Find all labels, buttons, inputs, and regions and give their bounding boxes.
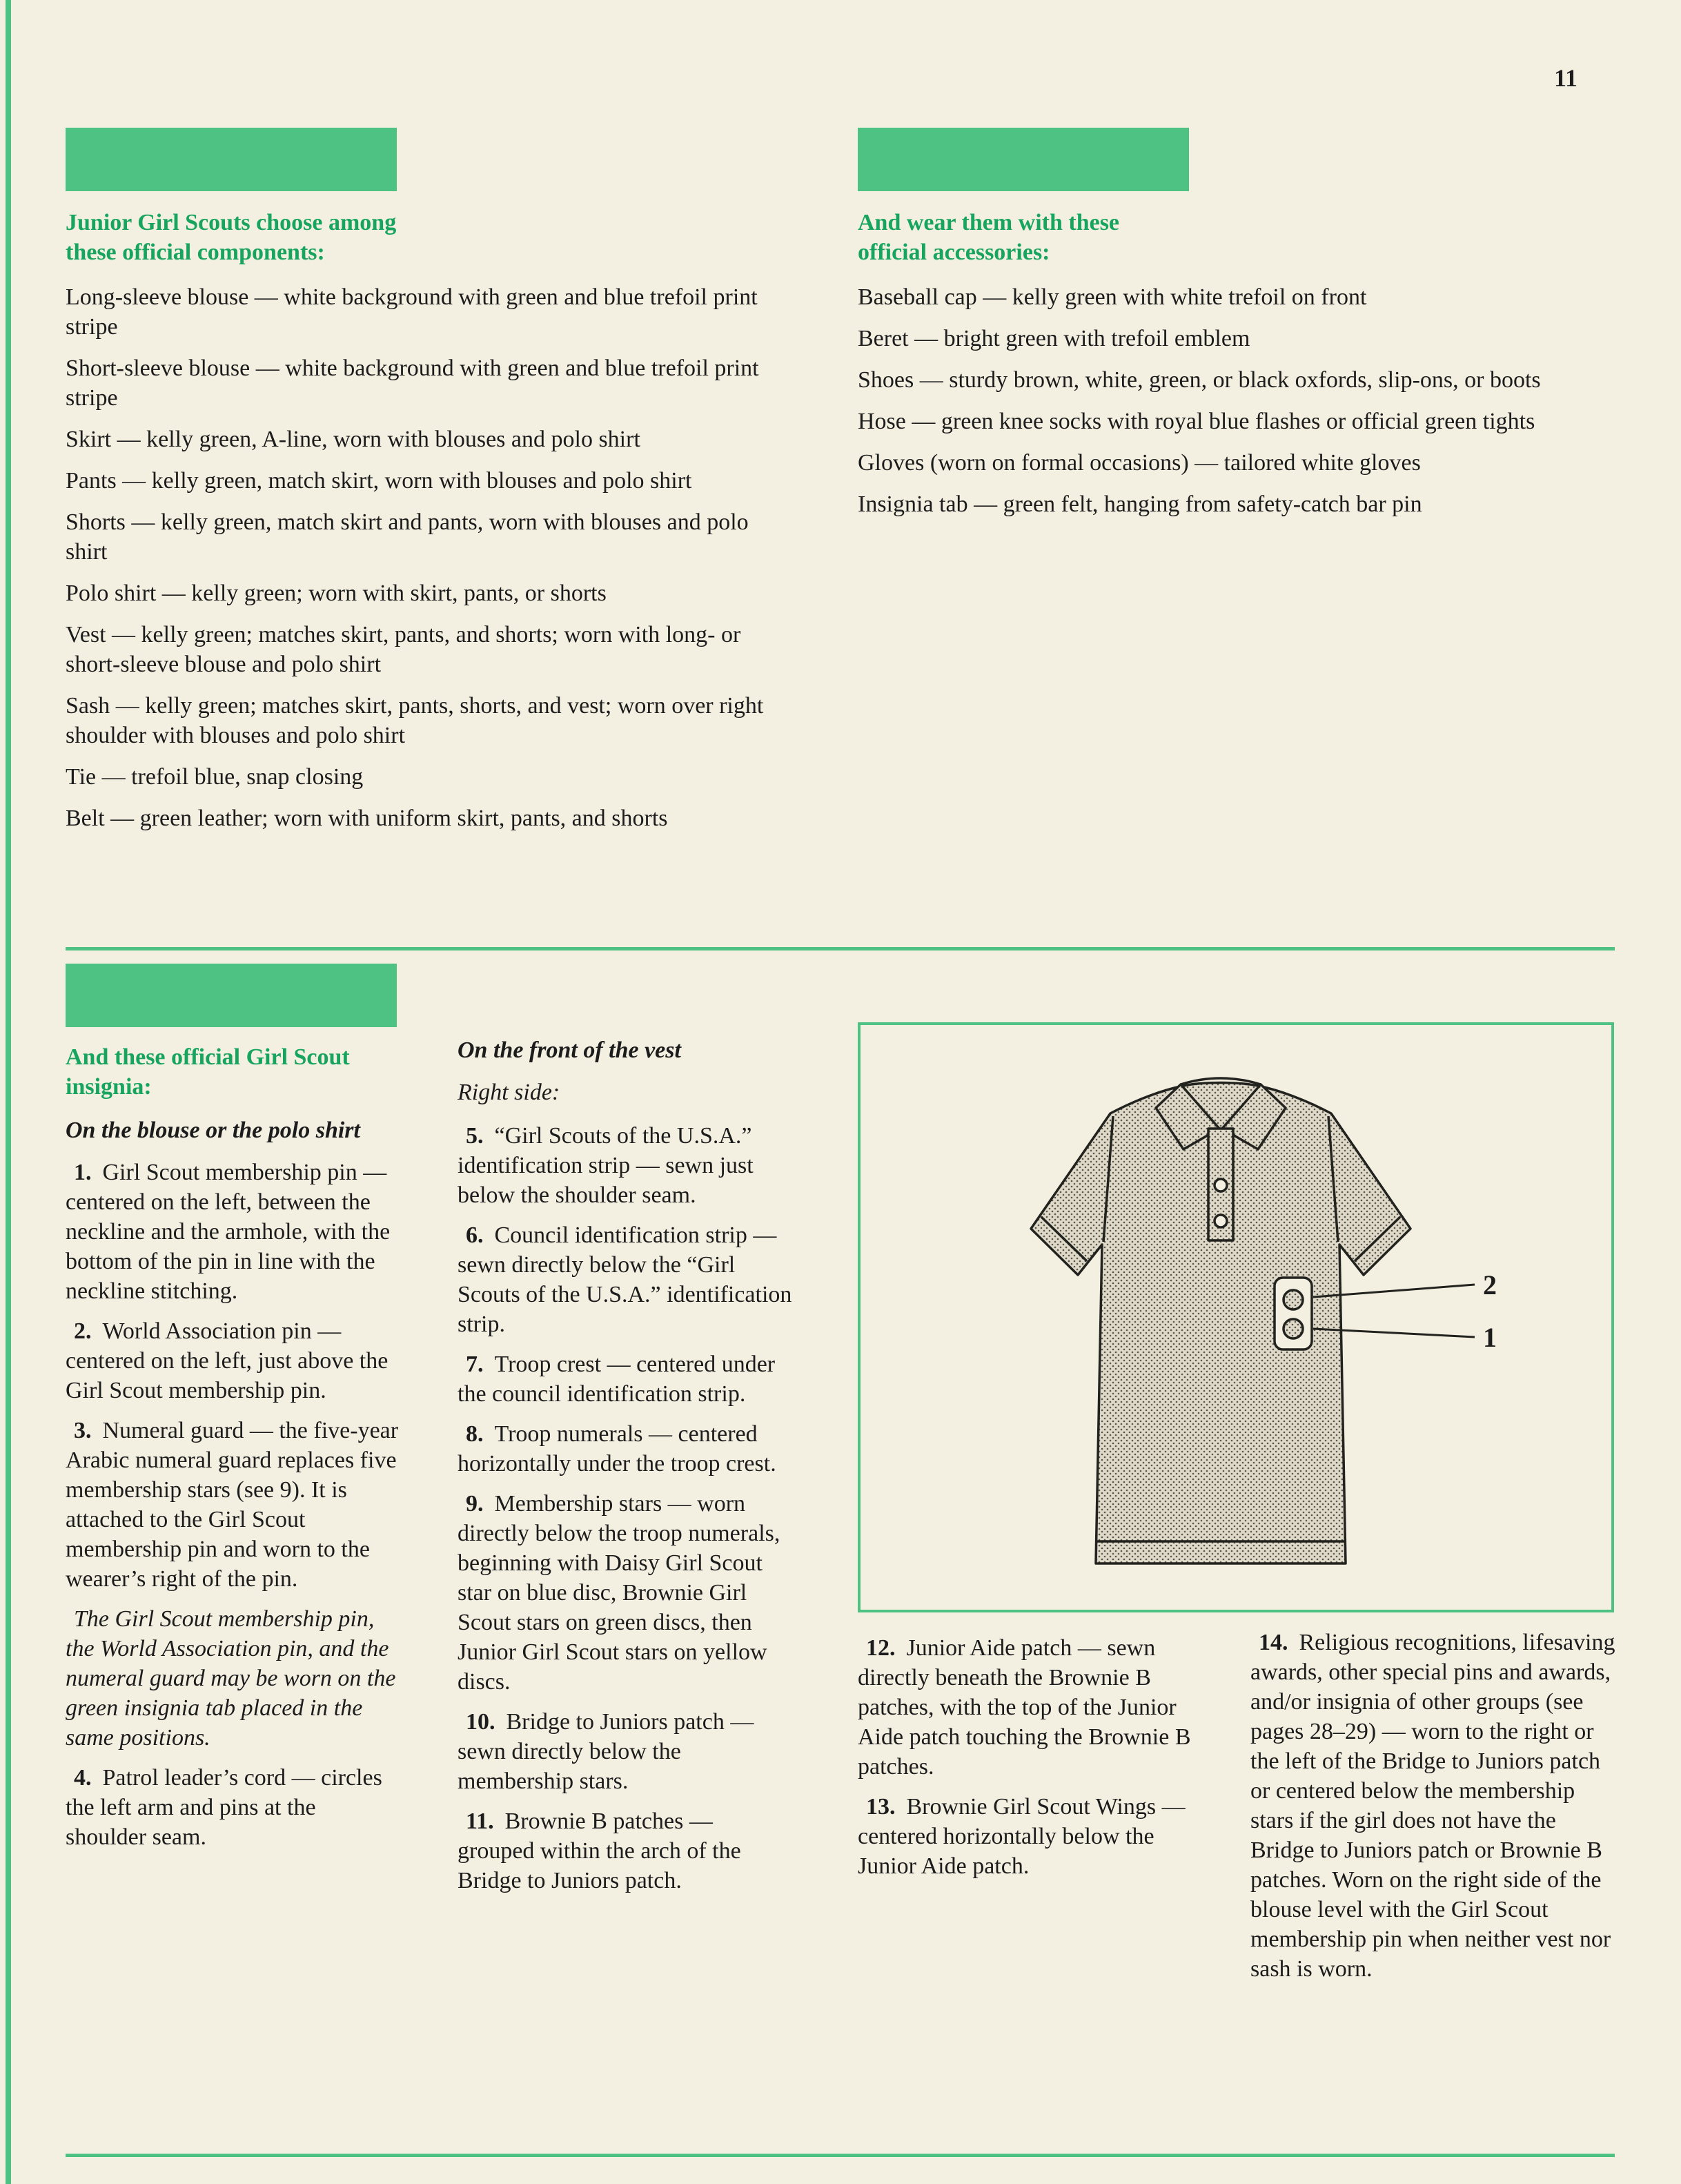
insignia-item-10 xyxy=(458,1707,794,1796)
bottom-divider-rule xyxy=(66,2154,1615,2157)
item-text: Numeral guard — the five-year Arabic numeral guard replaces five membership stars (see 9). It is attached to the Girl Scout membership pin and worn to the wearer’s right of the pin. xyxy=(66,1418,399,1592)
insignia-item-4 xyxy=(66,1763,402,1852)
insignia-continued-column-1 xyxy=(858,1633,1213,1891)
list-item: Shorts — kelly green, match skirt and pants, worn with blouses and polo shirt xyxy=(66,509,749,565)
button-top xyxy=(1215,1179,1227,1191)
insignia-item-6 xyxy=(458,1220,794,1339)
item-number: 3. xyxy=(74,1418,92,1443)
item-text: Junior Aide patch — sewn directly beneath the Brownie B patches, with the top of the Junior Aide patch touching the Brownie B patches. xyxy=(858,1635,1191,1780)
polo-shirt-illustration xyxy=(861,1025,1611,1610)
list-item: Pants — kelly green, match skirt, worn with blouses and polo shirt xyxy=(66,468,692,494)
list-item: Polo shirt — kelly green; worn with skirt, pants, or shorts xyxy=(66,581,607,606)
insignia-item-11 xyxy=(458,1806,794,1895)
item-number: 12. xyxy=(866,1635,896,1661)
item-number: 5. xyxy=(466,1123,484,1149)
list-item: Hose — green knee socks with royal blue flashes or official green tights xyxy=(858,409,1535,434)
insignia-heading: And these official Girl Scout insignia: xyxy=(66,1044,350,1100)
list-item: Shoes — sturdy brown, white, green, or black oxfords, slip-ons, or boots xyxy=(858,367,1541,393)
insignia-tab-note: The Girl Scout membership pin, the World Association pin, and the numeral guard may be worn on the green insignia tab placed in the same positions. xyxy=(66,1606,396,1751)
insignia-item-1 xyxy=(66,1158,402,1306)
item-text: Brownie B patches — grouped within the arch of the Bridge to Juniors patch. xyxy=(458,1808,741,1893)
insignia-blouse-column xyxy=(66,964,402,1862)
button-bottom xyxy=(1215,1215,1227,1227)
world-association-pin xyxy=(1284,1290,1303,1309)
components-section xyxy=(66,128,787,845)
vest-subheading: On the front of the vest xyxy=(458,1037,681,1063)
list-item: Skirt — kelly green, A-line, worn with blouses and polo shirt xyxy=(66,427,640,452)
list-item: Baseball cap — kelly green with white trefoil on front xyxy=(858,284,1367,310)
item-text: Membership stars — worn directly below the troop numerals, beginning with Daisy Girl Scout star on blue disc, Brownie Girl Scout stars on green discs, then Junior Girl Scout stars on yellow discs. xyxy=(458,1491,780,1695)
insignia-item-13 xyxy=(858,1792,1213,1881)
diagram-label-2: 2 xyxy=(1483,1269,1497,1300)
item-number: 7. xyxy=(466,1352,484,1377)
list-item: Beret — bright green with trefoil emblem xyxy=(858,326,1250,351)
insignia-item-3 xyxy=(66,1416,402,1594)
item-number: 13. xyxy=(866,1794,896,1820)
item-number: 4. xyxy=(74,1765,92,1791)
item-number: 10. xyxy=(466,1709,495,1735)
item-text: Brownie Girl Scout Wings — centered horizontally below the Junior Aide patch. xyxy=(858,1794,1186,1879)
left-edge-rule xyxy=(6,0,11,2184)
item-text: Girl Scout membership pin — centered on the left, between the neckline and the armhole, with the bottom of the pin in line with the neckline stitching. xyxy=(66,1160,391,1304)
item-text: Council identification strip — sewn directly below the “Girl Scouts of the U.S.A.” identification strip. xyxy=(458,1222,792,1337)
components-heading: Junior Girl Scouts choose among these official components: xyxy=(66,210,397,265)
item-text: Troop numerals — centered horizontally under the troop crest. xyxy=(458,1421,776,1476)
list-item: Gloves (worn on formal occasions) — tailored white gloves xyxy=(858,450,1421,476)
item-number: 8. xyxy=(466,1421,484,1447)
list-item: Insignia tab — green felt, hanging from safety-catch bar pin xyxy=(858,491,1422,517)
section-bar xyxy=(66,964,397,1027)
item-number: 14. xyxy=(1259,1630,1288,1655)
insignia-vest-column xyxy=(458,1035,794,1906)
insignia-item-14 xyxy=(1250,1628,1616,1984)
components-list xyxy=(66,282,776,833)
item-text: World Association pin — centered on the left, just above the Girl Scout membership pin. xyxy=(66,1318,389,1403)
accessories-list xyxy=(858,282,1606,519)
item-text: “Girl Scouts of the U.S.A.” identification strip — sewn just below the shoulder seam. xyxy=(458,1123,754,1208)
list-item: Sash — kelly green; matches skirt, pants, shorts, and vest; worn over right shoulder with blouses and polo shirt xyxy=(66,693,764,748)
list-item: Tie — trefoil blue, snap closing xyxy=(66,764,364,790)
insignia-item-7 xyxy=(458,1349,794,1409)
section-bar xyxy=(66,128,397,191)
insignia-item-5 xyxy=(458,1121,794,1210)
accessories-heading: And wear them with these official accessories: xyxy=(858,210,1120,265)
item-number: 2. xyxy=(74,1318,92,1344)
item-text: Bridge to Juniors patch — sewn directly below the membership stars. xyxy=(458,1709,754,1794)
insignia-item-2 xyxy=(66,1316,402,1405)
accessories-section xyxy=(858,128,1613,531)
diagram-label-1: 1 xyxy=(1483,1322,1497,1353)
blouse-subheading: On the blouse or the polo shirt xyxy=(66,1118,360,1143)
insignia-item-8 xyxy=(458,1419,794,1479)
list-item: Short-sleeve blouse — white background with green and blue trefoil print stripe xyxy=(66,355,759,411)
insignia-continued-column-2 xyxy=(1250,1628,1616,1994)
vest-diagram-box xyxy=(858,1022,1614,1612)
item-text: Troop crest — centered under the council identification strip. xyxy=(458,1352,776,1407)
item-text: Patrol leader’s cord — circles the left arm and pins at the shoulder seam. xyxy=(66,1765,382,1850)
list-item: Belt — green leather; worn with uniform skirt, pants, and shorts xyxy=(66,806,668,831)
section-bar xyxy=(858,128,1189,191)
mid-divider-rule xyxy=(66,947,1615,950)
item-number: 1. xyxy=(74,1160,92,1185)
item-number: 9. xyxy=(466,1491,484,1517)
list-item: Long-sleeve blouse — white background with green and blue trefoil print stripe xyxy=(66,284,758,340)
item-text: Religious recognitions, lifesaving awards, other special pins and awards, and/or insignia of other groups (see pages 28–29) — worn to the right or the left of the Bridge to Juniors patch or centered below the membership stars if the girl does not have the Bridge to Juniors patch or Brownie B patches. Worn on the right side of the blouse level with the Girl Scout membership pin when neither vest nor sash is worn. xyxy=(1250,1630,1615,1982)
item-number: 6. xyxy=(466,1222,484,1248)
vest-side-label: Right side: xyxy=(458,1080,560,1105)
insignia-item-9 xyxy=(458,1489,794,1697)
list-item: Vest — kelly green; matches skirt, pants, and shorts; worn with long- or short-sleeve blouse and polo shirt xyxy=(66,622,741,677)
membership-pin xyxy=(1284,1319,1303,1338)
insignia-item-12 xyxy=(858,1633,1213,1782)
item-number: 11. xyxy=(466,1808,494,1834)
page-number: 11 xyxy=(1554,64,1578,92)
